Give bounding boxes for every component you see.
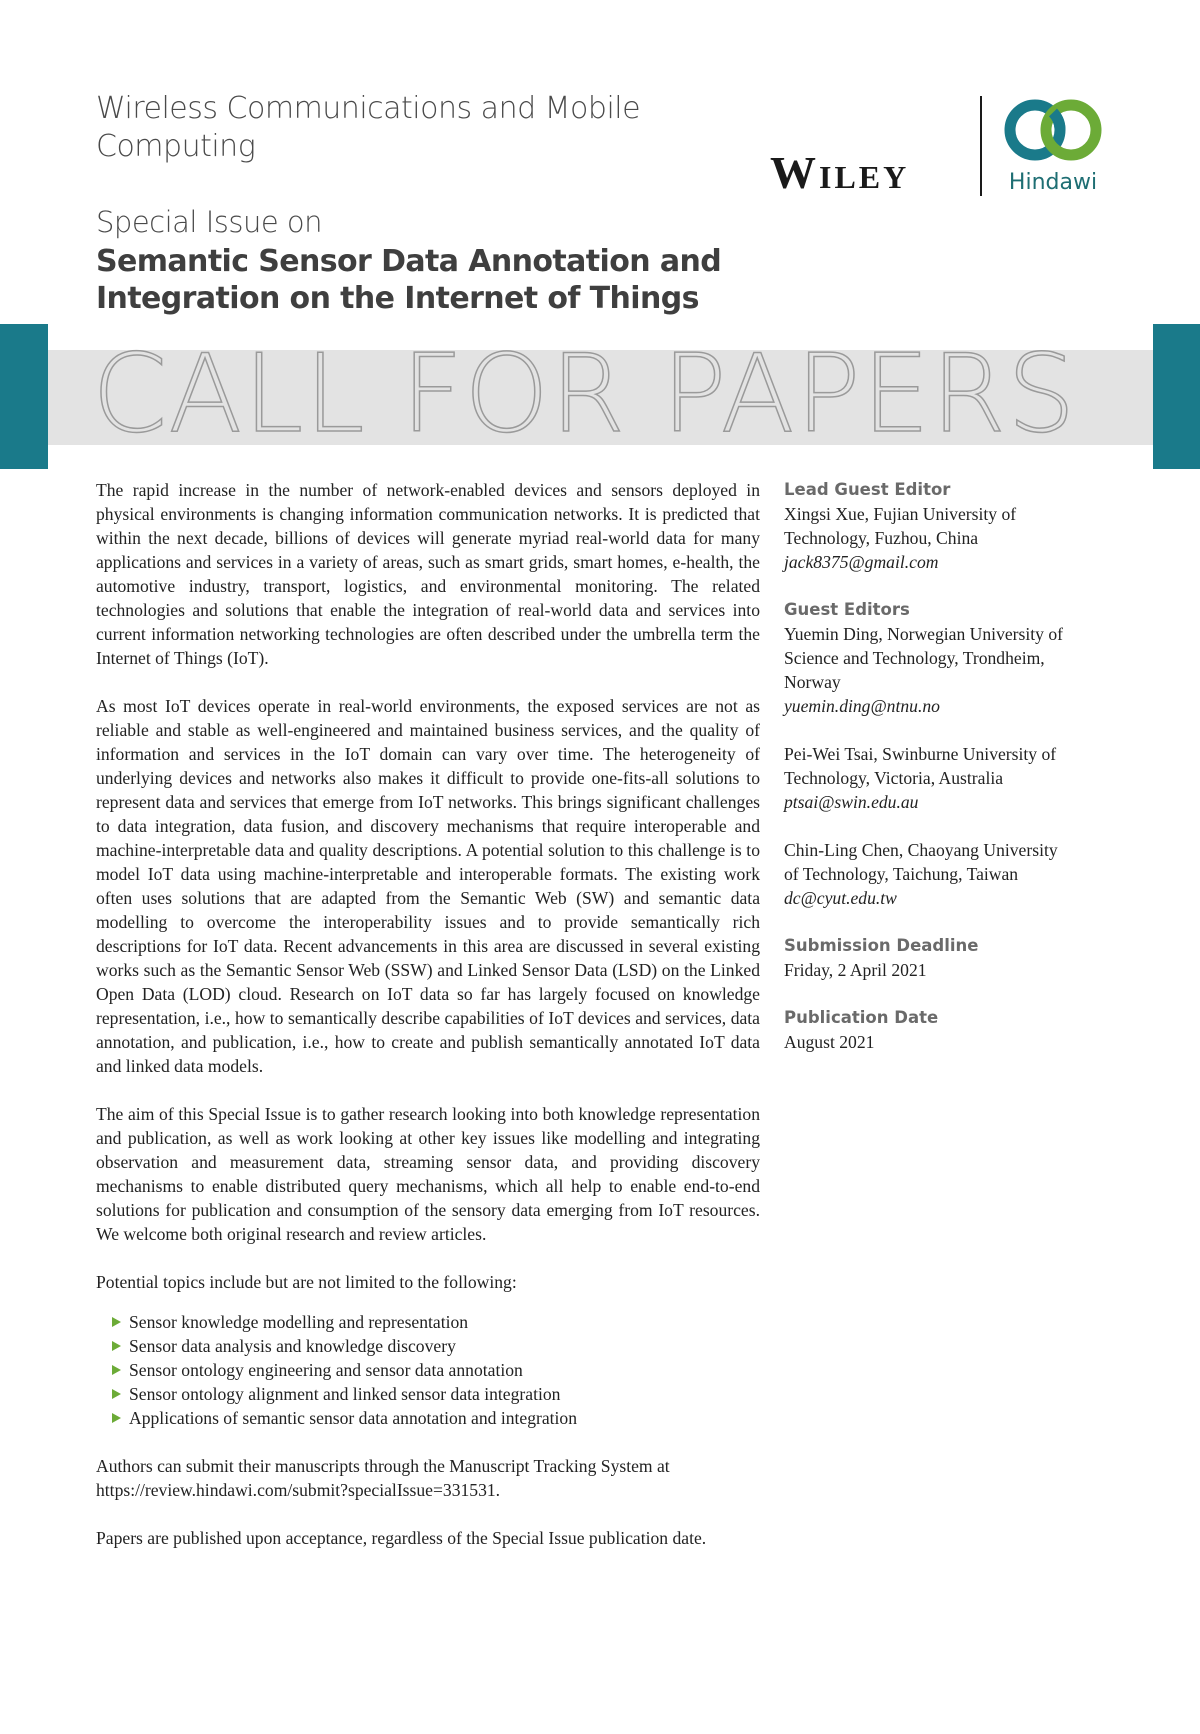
deadline-value: Friday, 2 April 2021	[784, 960, 927, 980]
bullet-icon	[112, 1317, 121, 1327]
topic-text: Sensor knowledge modelling and representation	[129, 1312, 469, 1332]
journal-title-line1: Wireless Communications and Mobile	[96, 91, 641, 126]
teal-accent-left	[0, 324, 48, 469]
logo-divider	[980, 96, 982, 196]
call-for-papers-banner: CALL FOR PAPERS	[92, 332, 1077, 457]
guest-editor-3-line: of Technology, Taichung, Taiwan	[784, 864, 1019, 884]
guest-editor-2-email[interactable]: ptsai@swin.edu.au	[784, 792, 919, 812]
lead-editor-email[interactable]: jack8375@gmail.com	[784, 552, 939, 572]
special-issue-title	[96, 243, 796, 317]
publisher-logos	[770, 94, 1110, 204]
lead-editor-heading: Lead Guest Editor	[784, 480, 951, 499]
topics-intro: Potential topics include but are not limited to the following:	[96, 1272, 517, 1292]
topic-text: Applications of semantic sensor data annotation and integration	[129, 1408, 578, 1428]
journal-title-line2: Computing	[96, 129, 256, 164]
topic-text: Sensor data analysis and knowledge discovery	[129, 1336, 456, 1356]
list-item	[129, 1358, 760, 1382]
lead-editor-block	[784, 478, 1114, 574]
body-paragraph-1: The rapid increase in the number of network-enabled devices and sensors deployed in physical environments is changing information communication networks. It is predicted that within the next decade, billions of devices will generate myriad real-world data for many applications and services in a variety of areas, such as smart grids, smart homes, e-health, the automotive industry, transport, logistics, and environmental monitoring. The related technologies and solutions that enable the integration of real-world data and services into current information networking technologies are often described under the umbrella term the Internet of Things (IoT).	[96, 480, 760, 668]
bullet-icon	[112, 1389, 121, 1399]
guest-editor-3-line: Chin-Ling Chen, Chaoyang University	[784, 840, 1058, 860]
submission-info	[96, 1454, 760, 1502]
list-item	[129, 1310, 760, 1334]
list-item	[129, 1406, 760, 1430]
topics-list	[96, 1310, 760, 1430]
special-issue-title-line2: Integration on the Internet of Things	[96, 281, 699, 316]
guest-editor-2-line: Pei-Wei Tsai, Swinburne University of	[784, 744, 1057, 764]
guest-editor-1-email[interactable]: yuemin.ding@ntnu.no	[784, 696, 940, 716]
editor-sidebar	[784, 478, 1114, 1078]
bullet-icon	[112, 1413, 121, 1423]
guest-editors-heading: Guest Editors	[784, 600, 910, 619]
wiley-logo: Wiley	[770, 147, 910, 198]
journal-title	[96, 90, 696, 166]
publication-date-block	[784, 1006, 1114, 1054]
guest-editor-3-email[interactable]: dc@cyut.edu.tw	[784, 888, 897, 908]
lead-editor-affiliation-2: Technology, Fuzhou, China	[784, 528, 979, 548]
special-issue-label: Special Issue on	[96, 205, 323, 239]
special-issue-title-line1: Semantic Sensor Data Annotation and	[96, 244, 722, 279]
guest-editor-2-line: Technology, Victoria, Australia	[784, 768, 1004, 788]
list-item	[129, 1334, 760, 1358]
bullet-icon	[112, 1341, 121, 1351]
guest-editor-block	[784, 598, 1114, 718]
list-item	[129, 1382, 760, 1406]
hindawi-logo-text: Hindawi	[1008, 170, 1098, 195]
bullet-icon	[112, 1365, 121, 1375]
closing-note: Papers are published upon acceptance, regardless of the Special Issue publication date.	[96, 1528, 707, 1548]
guest-editor-block	[784, 838, 1114, 910]
teal-accent-right	[1153, 324, 1200, 469]
deadline-block	[784, 934, 1114, 982]
topic-text: Sensor ontology alignment and linked sensor data integration	[129, 1384, 561, 1404]
body-paragraph-2: As most IoT devices operate in real-world environments, the exposed services are not as reliable and stable as well-engineered and maintained business services, and the quality of information and services in the IoT domain can vary over time. The heterogeneity of underlying devices and networks also makes it difficult to provide one-fits-all solutions to represent data and services that emerge from IoT networks. This brings significant challenges to data integration, data fusion, and discovery mechanisms that require interoperable and machine-interpretable data and quality descriptions. A potential solution to this challenge is to model IoT data using machine-interpretable and interoperable formats. The existing work often uses solutions that are adapted from the Semantic Web (SW) and semantic data modelling to overcome the interoperability issues and to provide semantically rich descriptions for IoT data. Recent advancements in this area are discussed in several existing works such as the Semantic Sensor Web (SSW) and Linked Sensor Data (LSD) on the Linked Open Data (LOD) cloud. Research on IoT data so far has largely focused on knowledge representation, i.e., how to semantically describe capabilities of IoT devices and services, data annotation, and publication, i.e., how to create and publish semantically annotated IoT data and linked data models.	[96, 696, 760, 1076]
submission-link[interactable]: https://review.hindawi.com/submit?specialIssue=331531.	[96, 1480, 501, 1500]
submission-text: Authors can submit their manuscripts through the Manuscript Tracking System at	[96, 1456, 670, 1476]
deadline-heading: Submission Deadline	[784, 936, 979, 955]
guest-editor-block	[784, 742, 1114, 814]
guest-editor-1-line: Yuemin Ding, Norwegian University of	[784, 624, 1064, 644]
topic-text: Sensor ontology engineering and sensor data annotation	[129, 1360, 523, 1380]
main-body	[96, 478, 760, 1574]
publication-date-value: August 2021	[784, 1032, 875, 1052]
publication-date-heading: Publication Date	[784, 1008, 939, 1027]
body-paragraph-3: The aim of this Special Issue is to gather research looking into both knowledge representation and publication, as well as work looking at other key issues like modelling and integrating observation and measurement data, streaming sensor data, and providing discovery mechanisms to enable distributed query mechanisms, which all help to enable end-to-end solutions for publication and consumption of the sensory data emerging from IoT resources. We welcome both original research and review articles.	[96, 1104, 760, 1244]
lead-editor-affiliation-1: Xingsi Xue, Fujian University of	[784, 504, 1017, 524]
guest-editor-1-line: Norway	[784, 672, 841, 692]
guest-editor-1-line: Science and Technology, Trondheim,	[784, 648, 1045, 668]
hindawi-rings-icon	[1001, 94, 1105, 164]
